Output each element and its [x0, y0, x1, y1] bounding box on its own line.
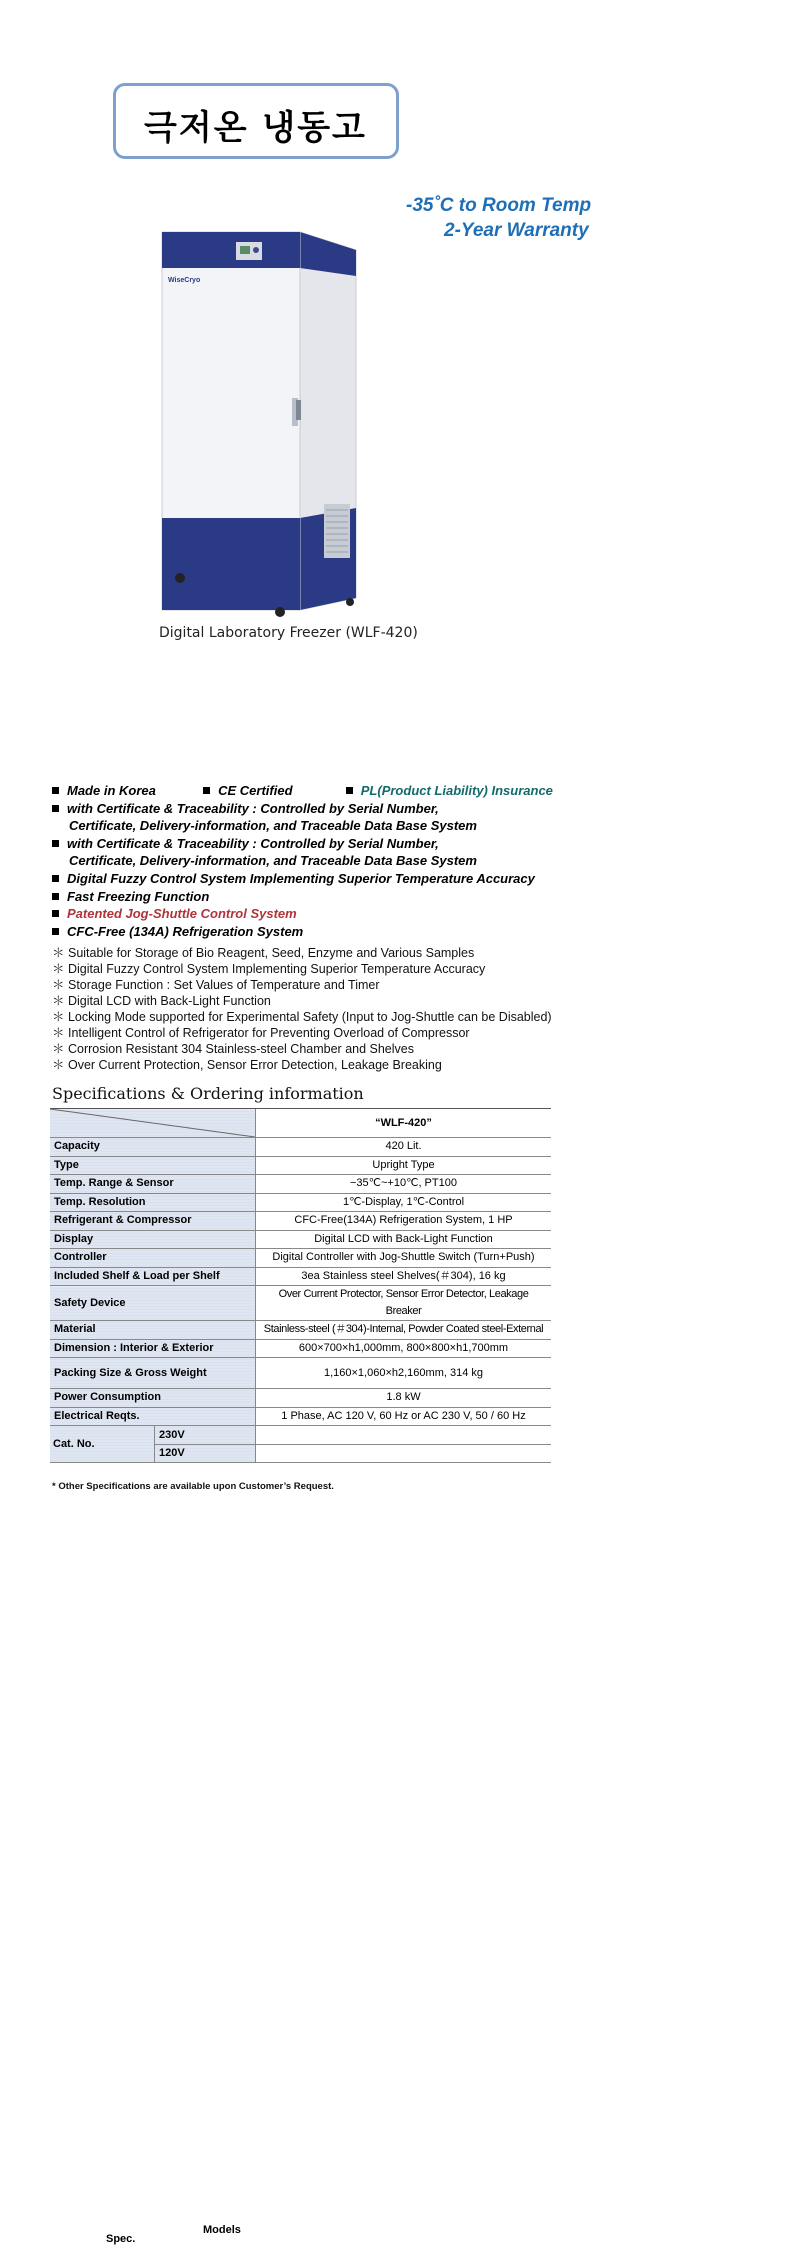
- spec-value: CFC-Free(134A) Refrigeration System, 1 HP: [256, 1212, 552, 1231]
- bullet-icon: [52, 805, 59, 812]
- bullet-icon: [52, 928, 59, 935]
- bullet-icon: [52, 875, 59, 882]
- spec-label: Type: [50, 1156, 256, 1175]
- spec-value: Over Current Protector, Sensor Error Detector, Leakage Breaker: [256, 1286, 552, 1321]
- tagline-warranty: 2-Year Warranty: [444, 220, 589, 241]
- feature-item-cont: Certificate, Delivery-information, and Traceable Data Base System: [69, 853, 477, 868]
- spec-label: Temp. Resolution: [50, 1193, 256, 1212]
- table-row: [50, 1407, 551, 1426]
- star-item: ＊ Corrosion Resistant 304 Stainless-steel Chamber and Shelves: [52, 1042, 414, 1056]
- spec-label: Safety Device: [50, 1286, 256, 1321]
- header-models: Models: [203, 2223, 241, 2236]
- spec-label: Material: [50, 1321, 256, 1340]
- bullet-icon: [346, 787, 353, 794]
- table-row: [50, 1286, 551, 1321]
- spec-label: Capacity: [50, 1138, 256, 1157]
- spec-label: Included Shelf & Load per Shelf: [50, 1267, 256, 1286]
- bullet-icon: [203, 787, 210, 794]
- header-model-value: “WLF-420”: [256, 1109, 552, 1138]
- star-item: ＊ Locking Mode supported for Experimental Safety (Input to Jog-Shuttle can be Disabled): [52, 1010, 552, 1024]
- spec-label: Refrigerant & Compressor: [50, 1212, 256, 1231]
- table-row: [50, 1193, 551, 1212]
- feature-item: Patented Jog-Shuttle Control System: [52, 906, 297, 921]
- bullet-icon: [52, 910, 59, 917]
- feature-item: Digital Fuzzy Control System Implementing Superior Temperature Accuracy: [52, 871, 535, 886]
- freezer-image: [160, 228, 360, 618]
- spec-label: Packing Size & Gross Weight: [50, 1358, 256, 1389]
- tagline-temp: -35˚C to Room Temp: [406, 195, 592, 216]
- table-row: [50, 1389, 551, 1408]
- spec-value: 1,160×1,060×h2,160mm, 314 kg: [256, 1358, 552, 1389]
- feature-row-1: [52, 783, 553, 798]
- star-item: ＊ Digital Fuzzy Control System Implementing Superior Temperature Accuracy: [52, 962, 486, 976]
- spec-value: Digital Controller with Jog-Shuttle Switch (Turn+Push): [256, 1249, 552, 1268]
- feature-item: Fast Freezing Function: [52, 889, 209, 904]
- star-item: ＊ Digital LCD with Back-Light Function: [52, 994, 271, 1008]
- cat-voltage-120: 120V: [159, 1447, 185, 1459]
- diagonal-divider: [50, 1109, 255, 1137]
- table-row: [50, 1156, 551, 1175]
- cat-label-cell: [50, 1426, 256, 1463]
- spec-value: Digital LCD with Back-Light Function: [256, 1230, 552, 1249]
- spec-heading: Specifications & Ordering information: [52, 1084, 364, 1103]
- page-title: 극저온 냉동고: [144, 108, 367, 148]
- feature-item-cont: Certificate, Delivery-information, and Traceable Data Base System: [69, 818, 477, 833]
- spec-value: 1 Phase, AC 120 V, 60 Hz or AC 230 V, 50 / 60 Hz: [256, 1407, 552, 1426]
- spec-value: 600×700×h1,000mm, 800×800×h1,700mm: [256, 1339, 552, 1358]
- cat-label: Cat. No.: [53, 1437, 95, 1450]
- table-row: [50, 1249, 551, 1268]
- bullet-icon: [52, 840, 59, 847]
- feature-item: with Certificate & Traceability : Controlled by Serial Number,: [52, 801, 439, 816]
- cat-voltage-230: 230V: [155, 1426, 255, 1445]
- table-row: [50, 1138, 551, 1157]
- star-item: ＊ Intelligent Control of Refrigerator for Preventing Overload of Compressor: [52, 1026, 470, 1040]
- spec-label: Display: [50, 1230, 256, 1249]
- feature-ce-certified: CE Certified: [218, 783, 293, 798]
- bullet-icon: [52, 787, 59, 794]
- title-box: [113, 83, 399, 159]
- footnote: * Other Specifications are available upon Customer’s Request.: [52, 1481, 334, 1492]
- spec-label: Controller: [50, 1249, 256, 1268]
- table-row: [50, 1339, 551, 1358]
- product-caption: Digital Laboratory Freezer (WLF-420): [159, 625, 418, 641]
- feature-pl-insurance: PL(Product Liability) Insurance: [360, 783, 553, 798]
- spec-value: 1.8 kW: [256, 1389, 552, 1408]
- table-row: [50, 1212, 551, 1231]
- brand-logo: WiseCryo: [168, 277, 201, 284]
- spec-label: Power Consumption: [50, 1389, 256, 1408]
- header-spec: Spec.: [106, 2232, 136, 2245]
- spec-value: −35℃~+10℃, PT100: [256, 1175, 552, 1194]
- spec-value: 420 Lit.: [256, 1138, 552, 1157]
- table-row: [50, 1358, 551, 1389]
- table-row: [50, 1321, 551, 1340]
- star-item: ＊ Suitable for Storage of Bio Reagent, Seed, Enzyme and Various Samples: [52, 946, 475, 960]
- spec-value: Upright Type: [256, 1156, 552, 1175]
- star-item: ＊ Over Current Protection, Sensor Error Detection, Leakage Breaking: [52, 1058, 442, 1072]
- table-header-row: [50, 1109, 551, 1138]
- spec-label: Electrical Reqts.: [50, 1407, 256, 1426]
- feature-item: with Certificate & Traceability : Controlled by Serial Number,: [52, 836, 439, 851]
- spec-value: 3ea Stainless steel Shelves(＃304), 16 kg: [256, 1267, 552, 1286]
- spec-label: Temp. Range & Sensor: [50, 1175, 256, 1194]
- cat-row-230: [50, 1426, 551, 1445]
- spec-label: Dimension : Interior & Exterior: [50, 1339, 256, 1358]
- table-row: [50, 1267, 551, 1286]
- star-item: ＊ Storage Function : Set Values of Temperature and Timer: [52, 978, 380, 992]
- cat-value-230: [256, 1426, 552, 1445]
- table-row: [50, 1175, 551, 1194]
- spec-value: Stainless-steel (＃304)-Internal, Powder Coated steel-External: [256, 1321, 552, 1340]
- bullet-icon: [52, 893, 59, 900]
- feature-made-in-korea: Made in Korea: [67, 783, 156, 798]
- feature-item: CFC-Free (134A) Refrigeration System: [52, 924, 303, 939]
- cat-value-120: [256, 1445, 552, 1463]
- spec-value: 1℃-Display, 1℃-Control: [256, 1193, 552, 1212]
- table-row: [50, 1230, 551, 1249]
